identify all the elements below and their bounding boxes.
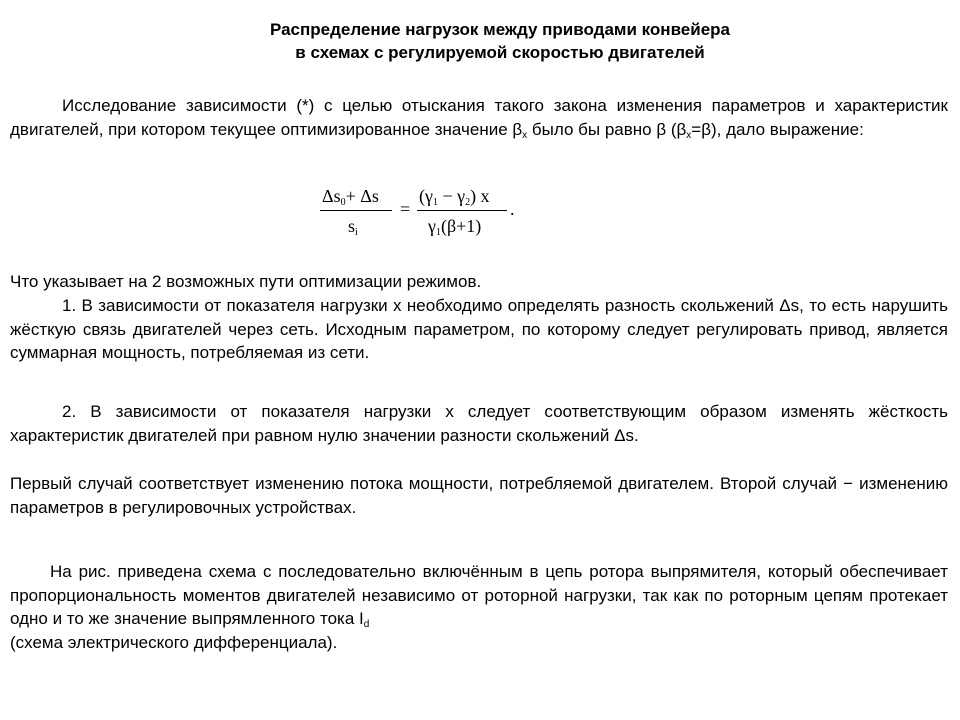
intro-text-3: =β), дало выражение: <box>691 119 864 139</box>
intro-paragraph <box>10 94 948 141</box>
cases-paragraph: Первый случай соответствует изменению потока мощности, потребляемой двигателем. Второй случай − изменению параметров в регулировочных устройствах. <box>10 474 948 517</box>
current-subscript-d: d <box>363 619 370 630</box>
figure-text: На рис. приведена схема с последовательно включённым в цепь ротора выпрямителя, который обеспечивает пропорциональность моментов двигателей независимо от роторной нагрузки, так как по роторным цепям протекает одно и то же значение выпрямленного тока I <box>10 562 948 628</box>
title-line-2: в схемах с регулируемой скоростью двигателей <box>295 43 705 62</box>
figure-paragraph <box>10 560 948 654</box>
slide-title <box>0 18 960 64</box>
formula-denominator-right: $\gamma_1(\beta+1)$ <box>428 216 482 238</box>
beta-subscript-x: x <box>522 129 528 141</box>
item-1: 1. В зависимости от показателя нагрузки x необходимо определять разность скольжений Δs, то есть нарушить жёсткую связь двигателей через сеть. Исходным параметром, по которому следует регулировать привод, является суммарная мощность, потребляемая из сети. <box>10 296 948 362</box>
title-line-1: Распределение нагрузок между приводами конвейера <box>269 20 731 39</box>
formula-numerator-left: $\Delta s_0+ \Delta s$ <box>322 186 379 208</box>
formula-denominator-left: $s_i$ <box>348 216 358 238</box>
item-2: 2. В зависимости от показателя нагрузки x следует соответствующим образом изменять жёсткость характеристик двигателей при равном нулю значении разности скольжений Δs. <box>10 402 948 445</box>
fraction-bar-left <box>320 210 392 211</box>
fraction-bar-right <box>417 210 507 211</box>
intro-text-1: Исследование зависимости (*) с целью отыскания такого закона изменения параметров и характеристик двигателей, при котором текущее оптимизированное значение β <box>10 96 948 139</box>
intro-text-2: было бы равно β (β <box>527 119 687 139</box>
formula <box>312 182 532 246</box>
formula-equals: = <box>400 199 411 219</box>
formula-numerator-right: $(\gamma_1 - \gamma_2)$ x <box>419 186 490 208</box>
formula-period: . <box>510 199 515 219</box>
beta-subscript-x-2: x <box>686 129 692 141</box>
paths-intro: Что указывает на 2 возможных пути оптимизации режимов. <box>10 272 482 291</box>
figure-text-end: (схема электрического дифференциала). <box>10 632 338 652</box>
